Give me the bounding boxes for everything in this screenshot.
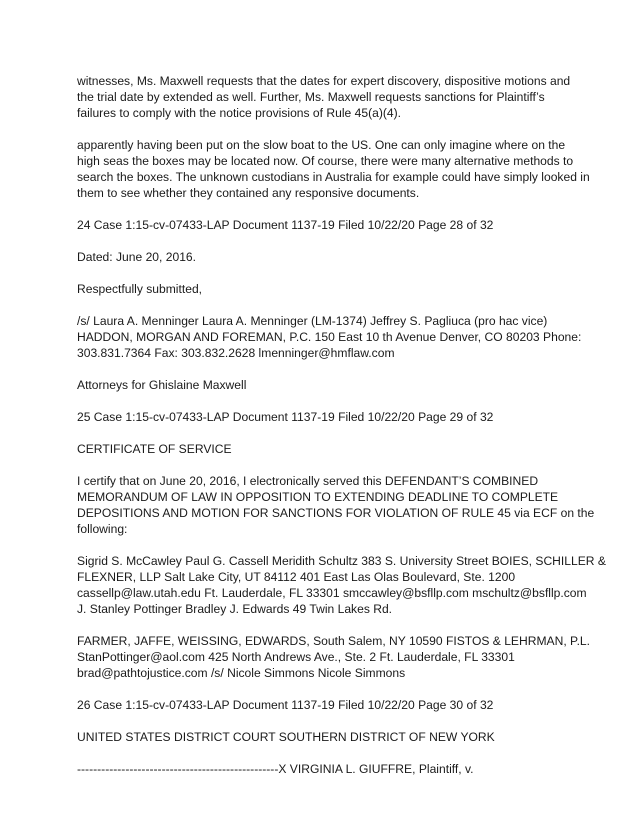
paragraph-page-header-28 [77, 217, 565, 233]
paragraph-slow-boat-paragraph [77, 137, 590, 201]
text-line: FLEXNER, LLP Salt Lake City, UT 84112 401 East Las Olas Boulevard, Ste. 1200 [77, 570, 516, 584]
paragraph-page-header-29 [77, 409, 565, 425]
text-line: 26 Case 1:15-cv-07433-LAP Document 1137-19 Filed 10/22/20 Page 30 of 32 [77, 698, 494, 712]
text-line: /s/ Laura A. Menninger Laura A. Menninger (LM-1374) Jeffrey S. Pagliuca (pro hac vice) [77, 314, 548, 328]
text-line: HADDON, MORGAN AND FOREMAN, P.C. 150 East 10 th Avenue Denver, CO 80203 Phone: [77, 330, 582, 344]
text-line: Dated: June 20, 2016. [77, 250, 197, 264]
paragraph-expert-discovery-request [77, 73, 571, 121]
paragraph-signature-block [77, 313, 582, 361]
text-line: apparently having been put on the slow boat to the US. One can only imagine where on the [77, 138, 566, 152]
text-line: high seas the boxes may be located now. Of course, there were many alternative methods to [77, 154, 574, 168]
text-line: UNITED STATES DISTRICT COURT SOUTHERN DISTRICT OF NEW YORK [77, 730, 495, 744]
text-line: Respectfully submitted, [77, 282, 203, 296]
text-line: I certify that on June 20, 2016, I electronically served this DEFENDANT’S COMBINED [77, 474, 539, 488]
text-line: following: [77, 522, 128, 536]
text-line: MEMORANDUM OF LAW IN OPPOSITION TO EXTENDING DEADLINE TO COMPLETE [77, 490, 559, 504]
text-line: cassellp@law.utah.edu Ft. Lauderdale, FL 33301 smccawley@bsfllp.com mschultz@bsfllp.com [77, 586, 587, 600]
text-line: them to see whether they contained any responsive documents. [77, 186, 420, 200]
text-line: DEPOSITIONS AND MOTION FOR SANCTIONS FOR VIOLATION OF RULE 45 via ECF on the [77, 506, 595, 520]
text-line: failures to comply with the notice provisions of Rule 45(a)(4). [77, 106, 401, 120]
text-line: brad@pathtojustice.com /s/ Nicole Simmons Nicole Simmons [77, 666, 406, 680]
paragraph-court-caption [77, 729, 565, 745]
paragraph-case-caption [77, 761, 565, 777]
paragraph-service-list-1 [77, 553, 606, 617]
paragraph-attorneys-for [77, 377, 565, 393]
paragraph-certificate-heading [77, 441, 565, 457]
text-line: Sigrid S. McCawley Paul G. Cassell Meridith Schultz 383 S. University Street BOIES, SCHILLER & [77, 554, 606, 568]
text-line: --------------------------------------------------X VIRGINIA L. GIUFFRE, Plaintiff, v. [77, 762, 474, 776]
paragraph-certification-text [77, 473, 595, 537]
paragraph-dated-line [77, 249, 565, 265]
paragraph-page-header-30 [77, 697, 565, 713]
text-line: 303.831.7364 Fax: 303.832.2628 lmenninger@hmflaw.com [77, 346, 395, 360]
text-line: StanPottinger@aol.com 425 North Andrews Ave., Ste. 2 Ft. Lauderdale, FL 33301 [77, 650, 515, 664]
text-line: J. Stanley Pottinger Bradley J. Edwards 49 Twin Lakes Rd. [77, 602, 393, 616]
document-body [77, 73, 606, 793]
text-line: search the boxes. The unknown custodians in Australia for example could have simply looked in [77, 170, 590, 184]
paragraph-service-list-2 [77, 633, 591, 681]
text-line: the trial date by extended as well. Further, Ms. Maxwell requests sanctions for Plaintiff’s [77, 90, 545, 104]
text-line: CERTIFICATE OF SERVICE [77, 442, 232, 456]
text-line: FARMER, JAFFE, WEISSING, EDWARDS, South Salem, NY 10590 FISTOS & LEHRMAN, P.L. [77, 634, 591, 648]
text-line: 25 Case 1:15-cv-07433-LAP Document 1137-19 Filed 10/22/20 Page 29 of 32 [77, 410, 494, 424]
paragraph-respectfully-submitted [77, 281, 565, 297]
text-line: Attorneys for Ghislaine Maxwell [77, 378, 247, 392]
text-line: 24 Case 1:15-cv-07433-LAP Document 1137-19 Filed 10/22/20 Page 28 of 32 [77, 218, 494, 232]
text-line: witnesses, Ms. Maxwell requests that the dates for expert discovery, dispositive motions and [77, 74, 571, 88]
